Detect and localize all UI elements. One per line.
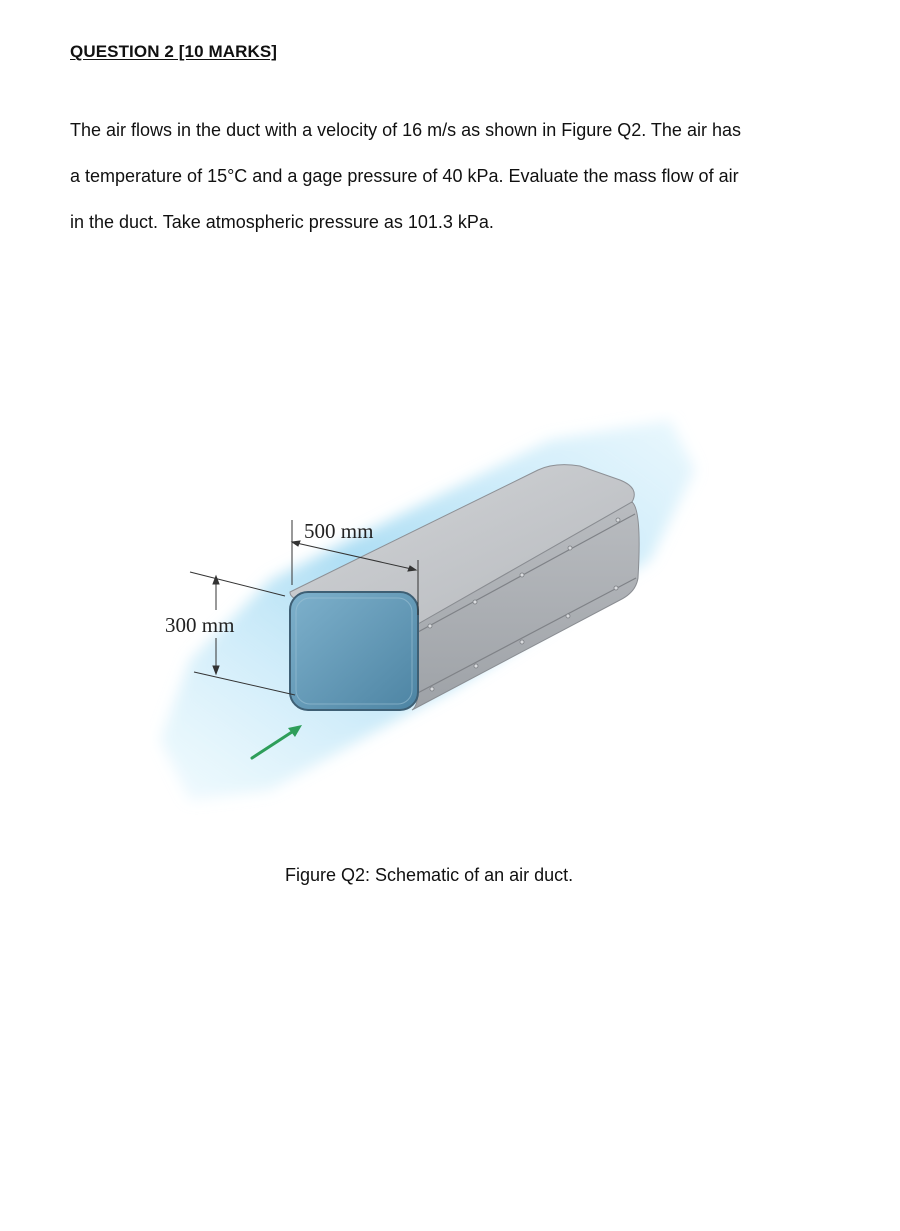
duct-front-face <box>290 592 418 710</box>
width-dimension-label: 500 mm <box>304 519 374 543</box>
question-text-line-2: a temperature of 15°C and a gage pressure of 40 kPa. Evaluate the mass flow of air <box>70 166 739 186</box>
figure-caption: Figure Q2: Schematic of an air duct. <box>285 865 574 885</box>
height-dimension-label: 300 mm <box>165 613 235 637</box>
question-text-line-1: The air flows in the duct with a velocity of 16 m/s as shown in Figure Q2. The air has <box>70 120 741 140</box>
question-text-line-3: in the duct. Take atmospheric pressure as 101.3 kPa. <box>70 212 494 232</box>
air-duct-schematic <box>150 410 710 830</box>
air-duct-figure <box>150 410 710 830</box>
question-heading: QUESTION 2 [10 MARKS] <box>70 42 278 61</box>
